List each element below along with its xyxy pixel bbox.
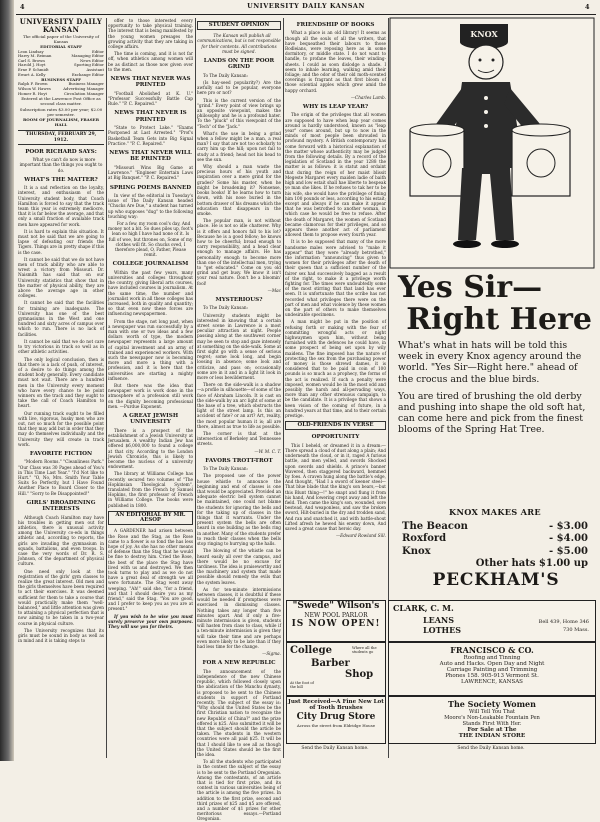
column-rule bbox=[283, 18, 284, 758]
ad-line: IS NOW OPEN! bbox=[291, 619, 381, 629]
price-row: Roxford - $4.00 bbox=[402, 533, 588, 544]
paragraph: The popular man, is not without place. He is not so idle chatterer. Why is it offers and honors fall to his lot? Because he is a good fellow; he knows how to be cheerful; broad enough to carry responsibility, and a head clear enough to manage affairs. He has personality enough to become more than one of the intellectual men, trying to "get educated." Come on you old grind and get busy. We know it isn't your real nature. Don't be a bloomin' fool! bbox=[197, 218, 281, 286]
page-number-right: 4 bbox=[584, 3, 590, 11]
paragraph: What's what in hats will be told this week in every Knox agency around the world. "Yes Sir—Right here." ahead of the crocus and the blue birds. bbox=[398, 340, 582, 385]
headline: WHY IS LEAP YEAR? bbox=[302, 104, 369, 111]
headline: GIRLS' BROADENING INTERESTS bbox=[26, 499, 96, 513]
knox-makes-label: KNOX MAKES ARE bbox=[449, 507, 541, 517]
student-opinion-note: The Kansan will publish all communications, but is not responsible for their contents. All contributions must be signed. bbox=[197, 33, 281, 54]
knox-title-line: Right Here bbox=[406, 302, 592, 337]
staff-row: Leon Lindsay Editor bbox=[18, 48, 104, 54]
ad-line: City Drug Store bbox=[296, 712, 376, 722]
staff-row: Erne P. Schmidt Assistant bbox=[18, 66, 104, 72]
knox-price-list bbox=[402, 506, 588, 571]
headline: FAVORS TROTT-TROT bbox=[205, 457, 273, 464]
subscription-rates: Subscription rates $3.00 per year; $2.00 per semester. bbox=[19, 106, 103, 117]
business-staff-label: BUSINESS STAFF bbox=[41, 77, 81, 83]
other-hats-price: Other hats $1.00 up bbox=[475, 558, 588, 569]
ad-line: Moore's Non-Leakable Fountain Pen bbox=[444, 715, 540, 721]
editorial-staff-label: EDITORIAL STAFF bbox=[40, 44, 82, 50]
paragraph: There on the side-walk is a shadow—a profile in silhouette—of some of the face of Abraham Lincoln. It is cast on the side-walk by an arc light of some at the base of a tree, which obstructs the light of the street lamp. Is this an accident of fate? or an art? Art, reality, the most popular human it is; all are there, almost as true to life as possible. bbox=[197, 382, 281, 429]
knox-ad-body bbox=[398, 340, 592, 442]
ad-line: Roofing and Tinning bbox=[463, 655, 521, 661]
column-rule bbox=[106, 18, 107, 758]
ad-title: "Swede" Wilson's bbox=[292, 601, 380, 611]
paragraph: A man might be put in the position of refusing forth or making with the fear of committing wrongful acts or night highwaymen upon him, without being furnished with the defences he could have, in some prospect of being set upon by wily maidens. The fine imposed has the nature of protecting the sex from the purchasing power of money is those shrewd dames, it is considered that to be paid in coin of 100 pounds is so much as a prophecy, the forms of the act is realized. If such a penalty were imposed, women would be in the most odd and possibly the harsh and all-pervading ways, more than any other strenuous campaign, to be the candidate. It is a privilege that shows a keen vision of the coming of future, in a hundred years at that time, and to their certain prestige. bbox=[285, 319, 386, 419]
business-list bbox=[18, 82, 104, 96]
dateline: THURSDAY, FEBRUARY 29, 1912. bbox=[18, 130, 104, 144]
ad-line: Stands First With Her. bbox=[462, 721, 522, 727]
signature: —Mac bbox=[267, 287, 281, 293]
masthead: UNIVERSITY DAILY KANSAN bbox=[19, 17, 103, 34]
paragraph: The announcement of the independence of the new Chinese republic, which followed closely upon the abdication of the Manchu dynasty, is proposed to be sent to the Chinese students in support of Portland recently. The subject of the essay is: "Why should the United States be the first Christian nation to recognize the new Republic of China?" and the prize offered is $25. Also submitted it will be that the subject should the article be taken. The students in the western countries were all paid $25. It will be that I should like to see all as though the United States should be the first the idea. bbox=[197, 668, 281, 758]
headline: MYSTERIOUS? bbox=[215, 296, 263, 303]
masthead-subtitle: The official paper of the University of Kansas bbox=[22, 34, 100, 45]
paragraph: In view of the editorial in Tuesday's issue of The Daily Kansan headed "Chucks Are Due," a student has turned up who supposes "dug" to the following touching way: bbox=[108, 192, 193, 219]
staff-row: Wilson W. Hawes Advertising Manager bbox=[18, 85, 104, 91]
ad-title: CLARK, C. M. bbox=[393, 603, 454, 613]
paragraph: But there was the idea that newspaper work is work done in the atmosphere of a profession still work on the dignity becoming professional men. —Purdue Exponent. bbox=[108, 383, 193, 409]
salutation: To The Daily Kansan: bbox=[203, 72, 248, 78]
ad-line: Will Tell You That bbox=[468, 709, 516, 715]
paragraph: "Football Abolished at K. U." "Professor Successfully Battle Cap Rule." "P. C. Repaired." bbox=[108, 90, 193, 107]
ad-line: Bell 439, Home 346 bbox=[538, 619, 589, 625]
ad-line: LEANS bbox=[423, 615, 455, 625]
paragraph: It is a sad reflection on the loyalty, interest, and enthusiasm of the University student body, that Coach Hamilton is forced to say that the track team this year is extremely mediocre, that it is far below the average, and that only a small fraction of available track men have appeared for work. bbox=[18, 185, 104, 227]
paragraph: What's the use in being a grind when a fellow might be a man, a real man? I say that are not too scholarly to carry him up the hill; upon not fail to study at a friend; head not his head to see the sun. bbox=[197, 130, 281, 162]
knox-illustration bbox=[390, 18, 594, 268]
ad-line: THE INDIAN STORE bbox=[458, 733, 526, 739]
student-opinion-title: STUDENT OPINION bbox=[197, 21, 281, 30]
paragraph: What a place is an old library! It seems as though all the souls of all the writers, that have bequeathed their labours to those Bodleians, were reposing here as in some dormitory, or middle state. I do not want to handle, to profane the leaves, their winding-sheets. I could as soon dislodge a shade. I seem to inhale learning, walking amid their foliage; and the odor of their old moth-scented coverings is fragrant as that first bloom of those sciential apples which grew amid the happy orchard. bbox=[285, 30, 386, 93]
binding-spine bbox=[0, 0, 14, 761]
verse-box-title: OLD-FRIENDS IN VERSE bbox=[285, 421, 386, 430]
paragraph: The time is coming, and it is not far off, when athletics among women will be as distinct as those now given over to the men. bbox=[108, 51, 193, 72]
paragraph: You are tired of brushing the old derby and pushing into shape the old soft hat, can come here and pick from the finest blooms of the Spring Hat Tree. bbox=[398, 390, 586, 436]
headline: FAVORITE FICTION bbox=[29, 450, 93, 457]
column-1 bbox=[18, 18, 104, 758]
paragraph: From the stage, not long past, when a newspaper was run successfully by a man with one or two ideas and a few dollars worth of type, the modern newspaper represents a large amount of capital investment and an army of trained and experienced workers. With such the newspaper now is becoming more and more a thing with a profession, and it is here that the universities are starting a mighty influence. bbox=[108, 318, 193, 381]
college-barber-ad bbox=[286, 642, 386, 696]
cartoon-hat-label: KNOX bbox=[470, 29, 498, 39]
staff-row: Ewart A. Kelly Exchange Editor bbox=[18, 71, 104, 77]
paragraph: University students might be interested in knowing that a certain street scene in Lawrence is a most peculiar attraction at night. People passing along at the southwest corner may be seen to stop and gaze intensely at something on the side-walk. Some at first sight go with a sense of serious regret; some look long, and begin loosing in absence; some look and criticize, and pass on; occasionally some are in it and in a light lit look in more or less bewilderment. bbox=[197, 312, 281, 380]
ad-line: For Sale at The bbox=[467, 727, 517, 733]
ad-line: LOTHES bbox=[423, 625, 461, 635]
headline: A GREAT JEWISH UNIVERSITY bbox=[122, 413, 179, 426]
paragraph: A GARDENER had arisen between the Rose and the Stag, as the Rose came to a flower is so fond the has less hope of joy. As she has no other means of defense than the Stag that he would be fine to destroy him. Cried the Rose, the best of the place the Stag have lived with us and destroyed. We then took turns to play and as we do not have a great deal of strength we all were fortunate. The Stag went away weeping. "Ah!" said she, "for a friend, and that I should desire you as my friend," said the Stag. "You are good, and I prefer to keep you as you are at present." bbox=[108, 528, 193, 612]
paragraph: Although Coach Hamilton may have his troubles in getting men out for athletics, there is unusual activity among the University co-eds in things athletic and, according to reports, the girls are invading the gymnasium in squads, battalions, and even troops. In case the very words of Dr. R. S. Johnson, of the department of physical culture. bbox=[18, 514, 104, 567]
headline: NEWS THAT NEVER WILL BE PRINTED bbox=[109, 150, 192, 163]
headline: NEWS THAT NEVER WAS PRINTED bbox=[110, 76, 191, 89]
ad-line: Across the street from Eldridge House bbox=[296, 723, 376, 728]
headline: COLLEGE JOURNALISM bbox=[112, 261, 189, 268]
signature: —Sigma. bbox=[262, 651, 281, 657]
paragraph: (Is hay-seed popularity?) Are the awfully sad to be popular, everyone here pro or not? bbox=[197, 80, 281, 96]
column-2 bbox=[108, 18, 193, 758]
salutation: To The Daily Kansan: bbox=[203, 466, 248, 472]
salutation: To The Daily Kansan: bbox=[203, 305, 248, 311]
paragraph: "State to Protect Lake." "Exams Postponed at Last Arrested." "Prof's Basketball Team Gets into Big Signal Practice." "P. C. Repaired." bbox=[108, 125, 193, 146]
paragraph: Why should a man waste the precious hours of his youth and inspiration over a mere grind for the grades? Some his master, when he might be broadening it? Nonsense, books books! If he learns how to turn down, with his nose buried in the bottom drawer of his dreams which the education that disappears in the smoke. bbox=[197, 164, 281, 216]
header-title: UNIVERSITY DAILY KANSAN bbox=[247, 2, 365, 10]
francisco-ad bbox=[388, 642, 596, 696]
column-4 bbox=[285, 18, 386, 632]
price-row: The Beacon - $3.00 bbox=[402, 520, 588, 532]
column-3 bbox=[197, 18, 281, 822]
knox-title-line: Yes Sir— bbox=[398, 270, 543, 305]
paragraph: Within the past few years, many universities and colleges throughout the country, giving liberal arts courses, have included courses in journalism. At the same time, the number and journalist work in all these colleges has increased, both in quality and quantity; so that even now these forces are influencing newspapermen. bbox=[108, 269, 193, 317]
city-drug-ad bbox=[286, 696, 386, 744]
poem-title: OPPORTUNITY bbox=[311, 434, 360, 441]
ad-line: Shop bbox=[345, 669, 374, 680]
paragraph: The University recognizes that its girls must be sound in body as well as in mind and it is taking steps to bbox=[18, 627, 104, 644]
signature: —Charles Lamb. bbox=[350, 94, 386, 100]
paragraph: It cannot be said that the facilities for training are inadequate. The University has one of the best gymnasiums in the West and one hundred and sixty acres of campus over which to run. There is no lack of facilities. bbox=[18, 300, 104, 337]
poem: This I beheld, or dreamed it in a dream:— There spread a cloud of dust along a plain; And underneath the cloud, or in it, raged A furious battle, and men yelled, and swords Shocked upon swords and shields. A prince's banner Wavered, then staggered backward, hemmed by foes. A craven hung along the battle's edge, And thought, "Had I a sword of keener steel— That blue blade that the king's son bears,—but this Blunt thing—!" he snapt and flung it from his hand, And lowering crept away and left the field. Then came the king's son, wounded, sore bestead, And weaponless, and saw the broken sword, Hilt-buried in the dry and trodden sand, And ran and snatched it, and with battle-shout Lifted afresh he hewed his enemy down, And saved a great cause that heroic day. bbox=[285, 442, 386, 532]
article-subhead: What ye can't do now is more important than the things you ought to do. bbox=[19, 157, 103, 173]
paragraph: "Missouri Wins Big Game at Lawrence." "Engineer Entertain Laws at Big Banquet." "P. C. Repaired." bbox=[108, 164, 193, 181]
aesop-moral: If you wish to be wise you must surely preserve your own purposes. They will use you for theirs. bbox=[108, 613, 193, 629]
ad-line: of Tooth Brushes bbox=[309, 705, 363, 711]
staff-row: Harold J. Hoyt Sporting Editor bbox=[18, 62, 104, 68]
paragraph: The library at Williams College has recently secured two volumes of "The Hopkinsian Theological System", translated from the French by Samuel Hopkins, the first professor of French in Williams College. The books were published in 1800. bbox=[108, 471, 193, 508]
staff-row: Homer R. Hoyt Circulation Manager bbox=[18, 90, 104, 96]
ad-line: Barber bbox=[311, 658, 350, 669]
headline: LANDS ON THE POOR GRIND bbox=[203, 58, 275, 71]
footer-note-left: Send the Daily Kansan home. bbox=[301, 746, 369, 751]
ad-title: FRANCISCO & CO. bbox=[450, 645, 534, 655]
ad-note: At the foot of the hill bbox=[290, 681, 314, 690]
paragraph: The corner is that at the intersection of Berkeley and Tennessee streets. bbox=[197, 431, 281, 447]
entry-note: Entered at the Lawrence Post Office as second class matter. bbox=[21, 96, 101, 107]
staff-list bbox=[18, 50, 104, 78]
paragraph: The only logical conclusion, then is that there is a lack of push, of interest, of a desire to do things among the student body generally. Every candidate must not wait. There are a hundred men in the University every moment who have every chance to be point winners on the track and they ought to take the call of Coach Hamilton to heart. bbox=[18, 356, 104, 409]
swede-wilson-ad bbox=[286, 600, 386, 642]
paragraph: offer to those interested every opportunity to take physical training. The interest that is being manifested by the young women presages the growing activity that they are taking in college affairs. bbox=[108, 18, 193, 50]
aesop-box-title: AN EDITORIAL BY MR. AESOP bbox=[108, 511, 193, 525]
poem: For a few, my room cool's day, And money not a bit. So dues piles up, foot's lean so high I have had none of it. Is full of woe, but thrones on, Some of my clothes will fit. So chucks oved, I therefore plead, O, Father, Please remit. bbox=[108, 220, 193, 258]
paragraph: It cannot be said that we do not care to try victorious in track so well as in other athletic activities. bbox=[18, 338, 104, 355]
column-rule bbox=[195, 18, 196, 758]
staff-row: Carl S. Brown News Editor bbox=[18, 57, 104, 63]
paragraph: It is to be supposed that many of the more handsome males were advised to "make it appear" that they were "already betrothed," the information "announcing" thus given to women for their privileges after the death of their queen that a sufficient number of the fairer sex had successively bagged as a result of the right, to make it a privilege worth fighting for. The times were undoubtedly some of the most stirring that that land has ever seen. It is unfortunate that the scribe has not recorded what privileges there were on the part of men and what violence by these women on the part of others to make themselves undesirable specimens. bbox=[285, 239, 386, 318]
page-number-left: 4 bbox=[20, 3, 26, 11]
ad-title: College bbox=[290, 645, 332, 656]
page-header bbox=[16, 2, 596, 15]
ad-line: Auto and Hacks. Open Day and Night bbox=[439, 661, 545, 667]
bellhop-cartoon-icon bbox=[390, 18, 594, 268]
clark-clothes-ad bbox=[388, 600, 596, 642]
headline: WHAT'S THE MATTER? bbox=[24, 176, 98, 183]
signature: —Edward Rowland Sill. bbox=[335, 533, 386, 539]
ad-line: Carriage Painting and Trimming bbox=[446, 667, 538, 673]
ad-line: 730 Mass. bbox=[563, 627, 589, 633]
paragraph: This is the current version of the "grind." Every point of view brings up an opposite viewpoint, makes the philosophy and he is a profound hater. To the "pluck" of this viewpoint of the "Tech" of the "Jack." bbox=[197, 97, 281, 129]
headline: POOR RICHARD SAYS: bbox=[25, 148, 97, 155]
price-row: Knox - $5.00 bbox=[402, 545, 588, 557]
ad-title: The Society Women bbox=[448, 699, 536, 709]
paragraph: To all the students who participated in the contest the subject of the essay is to be sent to the Portland Oregonian. Among the contestants, of an article that is tied for first prize, and its contest in various universities being of the article is among the five prizes. In addition to the first prize, second and third prizes of $25 and $5 are offered, and a number of $1 prizes for other meritorious essays.—Portland Oregonian. bbox=[197, 759, 281, 822]
headline: FOR A NEW REPUBLIC bbox=[202, 660, 276, 667]
signature: —W. M. C. T. bbox=[254, 448, 281, 454]
paragraph: "Modern Rooms." "Cleanliness Park." "Our Class was 30 Pages ahead of You's in This Time Last Year." "I'd Not like to Hurt." "O, No, Mrs. Smith Your Table Suits So Perfectly, but I Have Found Another Place to Board Closer to the Hill." "Sorry to Be Disappointed!" bbox=[18, 459, 104, 496]
paragraph: The blowing of the whistle can be heard easily all over the campus, and there would be no excuse for tardiness. The idea is praiseworthy and the machinery and system that made possible should remedy the evils that the system leaves. bbox=[197, 548, 281, 585]
paragraph: The origin of the privileges that all women are supposed to have when leap year comes around is hardly understood, known as "leap year" comes around, but up to now in the minds of most people been shrouded in profound mystery. A British contemporary has come forward with a historical explanation of the matter whose authenticity may be judged from the following details. By a record of the legislation of Scotland in the year 1288 the matter is as follows: it is statut and ordaint that during the reign of her maist blissit Megeste Margaret every maiden ladie of baith high and low estait shall hae liberte to bespeak ye man she likes. If he refuses to tak her to be his wife, she would have the privilege of fining him 100 pounds or less, according to his estait; except and always if he can make it appear that he was betrothed to another woman, in which case he would be free to refuse. After the death of Margaret, the women of Scotland became clamorous for their privileges, and so appears these another act of parliament allowed them to propose every fourth year. bbox=[285, 112, 386, 238]
ad-note: Where all the students go bbox=[352, 646, 377, 655]
paragraph: It is hard to explain this situation. It must not be said that we are going to lapse of defeating our friends the Tigers. Things are in pretty shape if this is the case. bbox=[18, 228, 104, 255]
staff-row: Harry M. Reiman Managing Editor bbox=[18, 53, 104, 59]
paragraph: It cannot be said that we do not have men of track ability who are able to wrest a victory from Missouri. Dr. Naismith has said that on our University statistics that show that in the matter of physical ability, they are above the average age in other colleges. bbox=[18, 256, 104, 299]
paragraph: There is a prospect of the establishment of a Jewish University at Jerusalem. A wealthy Indian Jew has offered $6,000,000 to found a college at that city. According to the London Jewish Chronicle, this is likely to become the nucleus of a university endowment. bbox=[108, 427, 193, 470]
paragraph: The proposed use of the power house whistle to announce the beginning and end of classes is one that would be appreciated. Provided an adequate electric bell system cannot be maintained, one could not blame the students for ignoring the bells and for the taking up of classes in the things that it warrants. Under the present system the bells are often heard in one building as the bells ring in another. Many of the students prefer to reach their classes when the bells stop ringing to hurrying up the halls. bbox=[197, 473, 281, 547]
ad-line: NEW POOL PARLOR bbox=[304, 612, 368, 619]
ad-title: Just Received—A Fine New Lot bbox=[288, 699, 384, 705]
footer-note-right: Send the Daily Kansan home. bbox=[457, 746, 525, 751]
ad-line: LAWRENCE, KANSAS bbox=[461, 679, 523, 685]
ad-line: Phones 158. 905-913 Vermont St. bbox=[445, 673, 539, 679]
headline: FRIENDSHIP OF BOOKS bbox=[296, 22, 375, 28]
paragraph: As for ten-minute intermissions between classes, it is doubtful if these would be needed if promptness were exercised in dismissing classes. Nothing takes any longer than five minutes apart. And if only a five-minute intermission is given, students will hasten from class to class, while if a ten-minute intermission is given they will take their time and are perhaps even more likely to be late than if they had less time for the change. bbox=[197, 586, 281, 649]
headline: SPRING POEMS BANNED bbox=[109, 184, 192, 191]
staff-row: Ralph F. Brown Business Manager bbox=[18, 81, 104, 87]
store-name: PECKHAM'S bbox=[432, 570, 560, 590]
society-women-ad bbox=[388, 696, 596, 744]
office-room: ROOM OF JOURNALISM, FRASER HALL bbox=[22, 116, 100, 128]
paragraph: Our running track ought to be filled with live, vigorous, husky men who are out, not so much for the possible point that they may add but in order that they may do themselves individually and the University they will create in track work. bbox=[18, 410, 104, 447]
paragraph: One need only look at the registration of the girls' gym classes to realize the great interest. Old men and the girls themselves have been required to act their exercises. It was deemed sufficient for them to take a course that would practically make them "well-balanced," and little attention was given to attaining a physical perfection that is now aiming to be taken in a two-year course in physical culture. bbox=[18, 568, 104, 626]
headline: NEWS THAT NEVER IS PRINTED bbox=[114, 110, 187, 123]
knox-ad-title bbox=[398, 272, 592, 336]
